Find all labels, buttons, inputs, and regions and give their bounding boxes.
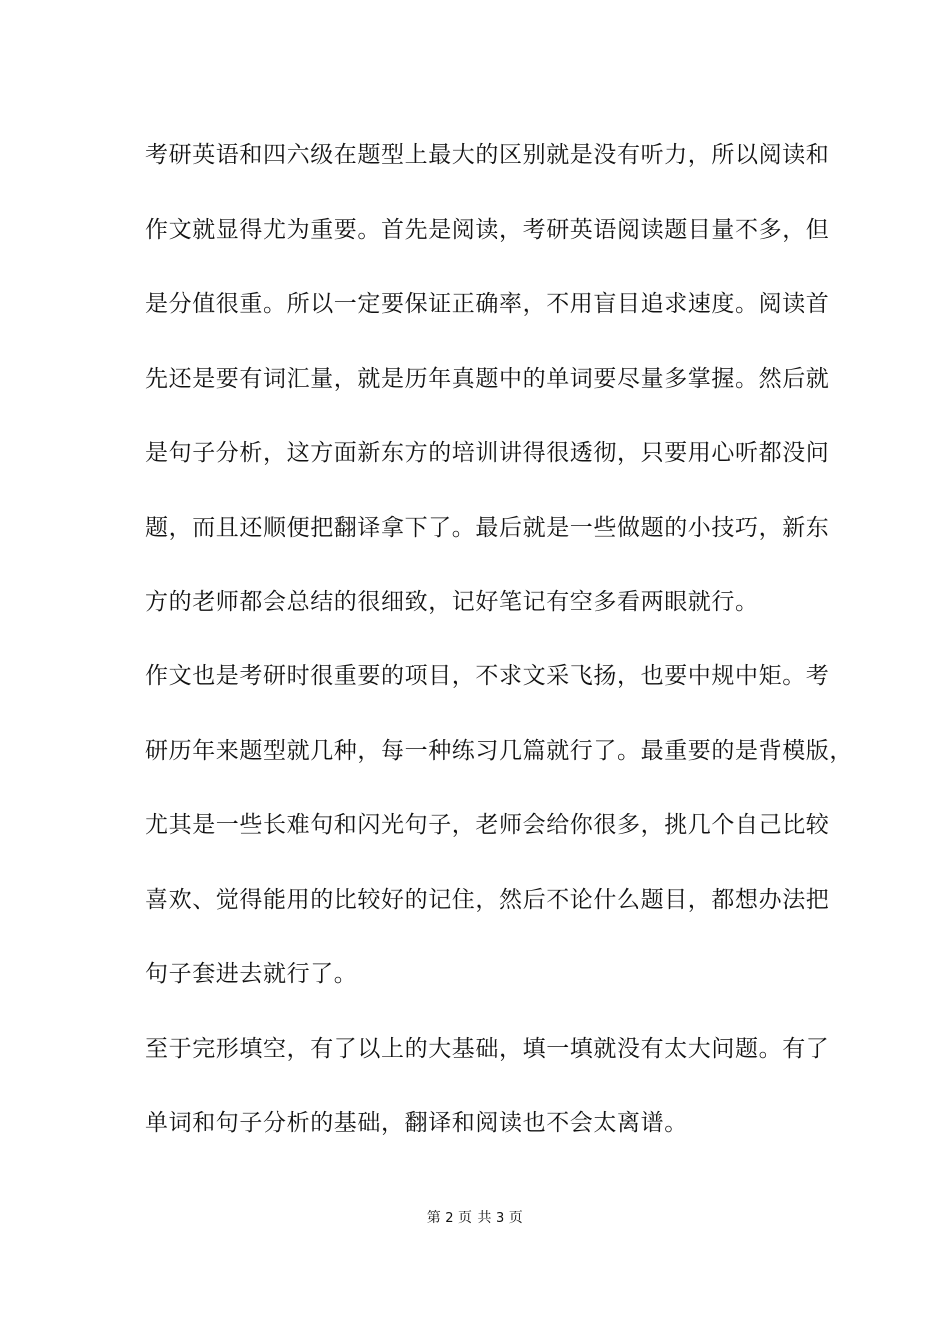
paragraph-line: 喜欢、觉得能用的比较好的记住，然后不论什么题目，都想办法把 [145, 887, 830, 913]
paragraph-line: 作文就显得尤为重要。首先是阅读，考研英语阅读题目量不多，但 [145, 217, 830, 243]
paragraph-line: 尤其是一些长难句和闪光句子，老师会给你很多，挑几个自己比较 [145, 812, 830, 838]
paragraph-line: 句子套进去就行了。 [145, 961, 358, 987]
footer-middle: 页 共 [458, 1210, 492, 1226]
paragraph-line: 先还是要有词汇量，就是历年真题中的单词要尽量多掌握。然后就 [145, 366, 830, 392]
paragraph-line: 题，而且还顺便把翻译拿下了。最后就是一些做题的小技巧，新东 [145, 515, 830, 541]
paragraph-line: 至于完形填空，有了以上的大基础，填一填就没有太大问题。有了 [145, 1036, 830, 1062]
footer-total-pages: 3 [495, 1211, 505, 1226]
paragraph-line: 是句子分析，这方面新东方的培训讲得很透彻，只要用心听都没问 [145, 440, 830, 466]
paragraph-line: 方的老师都会总结的很细致，记好笔记有空多看两眼就行。 [145, 589, 759, 615]
paragraph-line: 单词和句子分析的基础，翻译和阅读也不会太离谱。 [145, 1110, 688, 1136]
footer-suffix: 页 [508, 1210, 524, 1226]
footer-prefix: 第 [426, 1210, 442, 1226]
paragraph-line: 考研英语和四六级在题型上最大的区别就是没有听力，所以阅读和 [145, 142, 830, 168]
paragraph-line: 作文也是考研时很重要的项目，不求文采飞扬，也要中规中矩。考 [145, 663, 830, 689]
paragraph-line: 研历年来题型就几种，每一种练习几篇就行了。最重要的是背模版， [145, 738, 853, 764]
footer-current-page: 2 [445, 1211, 455, 1226]
paragraph-line: 是分值很重。所以一定要保证正确率，不用盲目追求速度。阅读首 [145, 291, 830, 317]
page-footer [0, 1209, 950, 1228]
